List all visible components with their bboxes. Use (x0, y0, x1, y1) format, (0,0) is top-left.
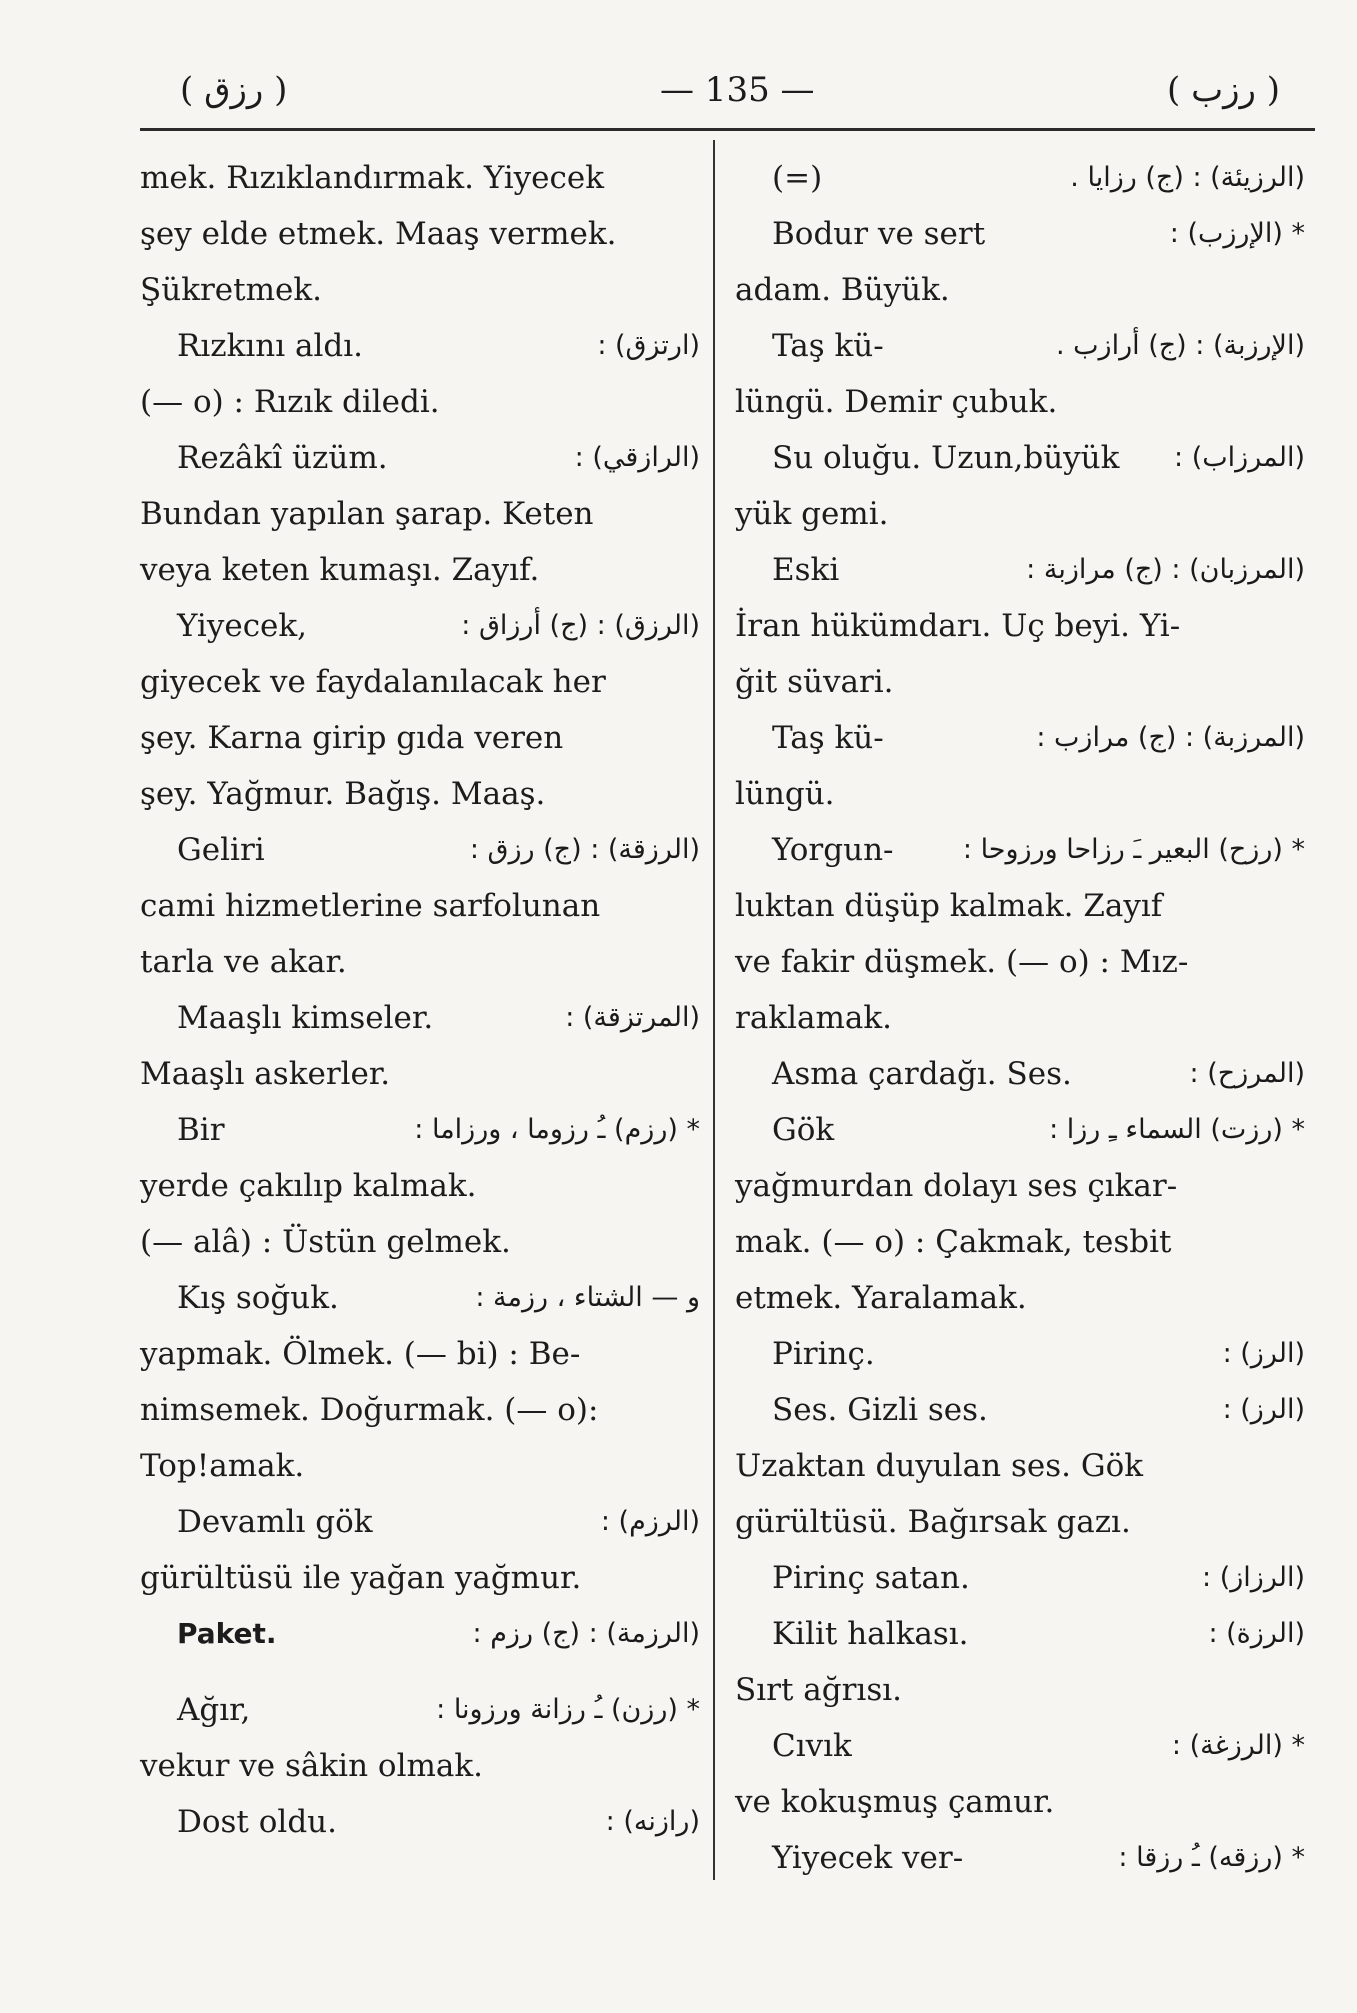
entry-text: Pirinç satan. (772, 1560, 970, 1596)
entry-text: Ses. Gizli ses. (772, 1392, 988, 1428)
entry-text: Ağır, (177, 1692, 251, 1728)
entry-text: lüngü. Demir çubuk. (735, 384, 1058, 420)
entry-text: (=) (772, 160, 823, 196)
dictionary-line (735, 486, 1305, 542)
entry-text: Asma çardağı. Ses. (772, 1056, 1072, 1092)
dictionary-line (140, 206, 700, 262)
dictionary-line (735, 1326, 1305, 1382)
entry-text: Kış soğuk. (177, 1280, 339, 1316)
entry-text: Top!amak. (140, 1448, 305, 1484)
header-rule (140, 128, 1315, 131)
arabic-headword: (الرزيئة) : (ج) رزايا . (1070, 162, 1305, 193)
dictionary-line (140, 1550, 700, 1606)
entry-text: Eski (772, 552, 840, 588)
dictionary-line (735, 654, 1305, 710)
arabic-headword: (الإرزبة) : (ج) أرازب . (1055, 330, 1305, 361)
dictionary-line (735, 710, 1305, 766)
entry-text: Dost oldu. (177, 1804, 337, 1840)
header-left-entry: ( رزق ) (180, 70, 288, 110)
arabic-headword: (الرزمة) : (ج) رزم : (472, 1618, 700, 1649)
entry-text: nimsemek. Doğurmak. (— o): (140, 1392, 599, 1428)
arabic-headword: (الرزق) : (ج) أرزاق : (461, 610, 700, 641)
column-divider (713, 140, 715, 1880)
dictionary-line (140, 1102, 700, 1158)
arabic-headword: * (رزقه) ـُ رزقا : (1118, 1842, 1305, 1873)
entry-text: luktan düşüp kalmak. Zayıf (735, 888, 1163, 924)
dictionary-line (735, 1830, 1305, 1886)
entry-text: etmek. Yaralamak. (735, 1280, 1027, 1316)
arabic-headword: و — الشتاء ، رزمة : (475, 1282, 700, 1313)
dictionary-line (735, 150, 1305, 206)
dictionary-line (140, 1158, 700, 1214)
entry-text: şey. Karna girip gıda veren (140, 720, 564, 756)
dictionary-line (735, 262, 1305, 318)
entry-text: giyecek ve faydalanılacak her (140, 664, 606, 700)
dictionary-line (735, 878, 1305, 934)
dictionary-line (735, 934, 1305, 990)
entry-text: Su oluğu. Uzun,büyük (772, 440, 1120, 476)
page-header (140, 70, 1280, 120)
dictionary-line (735, 1606, 1305, 1662)
dictionary-line (140, 710, 700, 766)
dictionary-line (140, 1682, 700, 1738)
dictionary-line (140, 654, 700, 710)
arabic-headword: (المرتزقة) : (565, 1002, 700, 1033)
dictionary-line (735, 1102, 1305, 1158)
arabic-headword: (الرازقي) : (574, 442, 700, 473)
dictionary-line (140, 374, 700, 430)
entry-text: Yorgun- (772, 832, 894, 868)
entry-text: Pirinç. (772, 1336, 875, 1372)
dictionary-line (735, 598, 1305, 654)
dictionary-line (140, 878, 700, 934)
entry-text: lüngü. (735, 776, 835, 812)
right-column (735, 150, 1305, 1886)
dictionary-line (735, 766, 1305, 822)
arabic-headword: (الرزاز) : (1202, 1562, 1305, 1593)
entry-text: Sırt ağrısı. (735, 1672, 903, 1708)
dictionary-line (140, 150, 700, 206)
dictionary-line (735, 1550, 1305, 1606)
arabic-headword: (الرزة) : (1208, 1618, 1305, 1649)
arabic-headword: * (الإرزب) : (1169, 218, 1305, 249)
arabic-headword: * (رزن) ـُ رزانة ورزونا : (436, 1694, 700, 1725)
entry-text: ğit süvari. (735, 664, 894, 700)
entry-text: tarla ve akar. (140, 944, 347, 980)
entry-text: mek. Rızıklandırmak. Yiyecek (140, 160, 605, 196)
entry-text: Uzaktan duyulan ses. Gök (735, 1448, 1144, 1484)
arabic-headword: * (رزت) السماء ـِ رزا : (1049, 1114, 1305, 1145)
dictionary-line (735, 374, 1305, 430)
dictionary-line (140, 542, 700, 598)
entry-text: cami hizmetlerine sarfolunan (140, 888, 601, 924)
entry-text: Maaşlı kimseler. (177, 1000, 434, 1036)
entry-text: Geliri (177, 832, 265, 868)
entry-text: raklamak. (735, 1000, 892, 1036)
dictionary-line (140, 1606, 700, 1662)
entry-text: yağmurdan dolayı ses çıkar- (735, 1168, 1178, 1204)
arabic-headword: (المرزح) : (1189, 1058, 1305, 1089)
dictionary-line (735, 1662, 1305, 1718)
entry-text: Kilit halkası. (772, 1616, 969, 1652)
dictionary-line (140, 486, 700, 542)
dictionary-line (140, 1794, 700, 1850)
dictionary-line (735, 990, 1305, 1046)
left-column (140, 150, 700, 1850)
dictionary-line (735, 1774, 1305, 1830)
dictionary-line (735, 1382, 1305, 1438)
entry-text: Rezâkî üzüm. (177, 440, 388, 476)
dictionary-line (140, 262, 700, 318)
entry-text: Yiyecek, (177, 608, 308, 644)
entry-text: Yiyecek ver- (772, 1840, 964, 1876)
entry-text: şey elde etmek. Maaş vermek. (140, 216, 617, 252)
dictionary-line (140, 822, 700, 878)
entry-text: Bodur ve sert (772, 216, 986, 252)
arabic-headword: * (رزم) ـُ رزوما ، ورزاما : (414, 1114, 700, 1145)
dictionary-line (140, 1494, 700, 1550)
entry-text: Maaşlı askerler. (140, 1056, 391, 1092)
dictionary-line (735, 1494, 1305, 1550)
entry-text: vekur ve sâkin olmak. (140, 1748, 483, 1784)
dictionary-line (140, 1438, 700, 1494)
dictionary-line (140, 1382, 700, 1438)
page-number: — 135 — (660, 70, 815, 110)
arabic-headword: (الرز) : (1222, 1394, 1305, 1425)
entry-text: veya keten kumaşı. Zayıf. (140, 552, 540, 588)
dictionary-line (735, 1438, 1305, 1494)
entry-text: adam. Büyük. (735, 272, 950, 308)
arabic-headword: (الرز) : (1222, 1338, 1305, 1369)
arabic-headword: (رازنه) : (605, 1806, 700, 1837)
dictionary-line (140, 766, 700, 822)
dictionary-line (140, 1270, 700, 1326)
arabic-headword: * (الرزغة) : (1171, 1730, 1305, 1761)
dictionary-line (140, 1738, 700, 1794)
entry-text: gürültüsü ile yağan yağmur. (140, 1560, 582, 1596)
entry-text: şey. Yağmur. Bağış. Maaş. (140, 776, 546, 812)
arabic-headword: (المرزبان) : (ج) مرازبة : (1026, 554, 1305, 585)
arabic-headword: * (رزح) البعير ـَ رزاحا ورزوحا : (962, 834, 1305, 865)
entry-text: yerde çakılıp kalmak. (140, 1168, 477, 1204)
arabic-headword: (الرزقة) : (ج) رزق : (469, 834, 700, 865)
dictionary-line (140, 1046, 700, 1102)
arabic-headword: (الرزم) : (600, 1506, 700, 1537)
dictionary-line (735, 430, 1305, 486)
entry-text: Bir (177, 1112, 225, 1148)
dictionary-line (735, 1270, 1305, 1326)
dictionary-line (735, 1214, 1305, 1270)
dictionary-line (735, 1046, 1305, 1102)
entry-text: Paket. (177, 1617, 277, 1650)
entry-text: yapmak. Ölmek. (— bi) : Be- (140, 1336, 581, 1372)
entry-text: mak. (— o) : Çakmak, tesbit (735, 1224, 1172, 1260)
entry-text: Cıvık (772, 1728, 852, 1764)
entry-text: Şükretmek. (140, 272, 322, 308)
dictionary-line (140, 318, 700, 374)
header-right-entry: ( رزب ) (1166, 70, 1280, 110)
entry-text: İran hükümdarı. Uç beyi. Yi- (735, 608, 1181, 644)
entry-text: (— o) : Rızık diledi. (140, 384, 440, 420)
dictionary-line (735, 206, 1305, 262)
dictionary-line (735, 318, 1305, 374)
entry-text: Taş kü- (772, 720, 884, 756)
entry-text: Rızkını aldı. (177, 328, 364, 364)
arabic-headword: (المرزاب) : (1174, 442, 1305, 473)
entry-text: Bundan yapılan şarap. Keten (140, 496, 594, 532)
entry-text: ve kokuşmuş çamur. (735, 1784, 1055, 1820)
dictionary-line (140, 430, 700, 486)
dictionary-line (140, 1214, 700, 1270)
dictionary-line (140, 990, 700, 1046)
entry-text: yük gemi. (735, 496, 889, 532)
dictionary-line (140, 1326, 700, 1382)
arabic-headword: (المرزبة) : (ج) مرازب : (1036, 722, 1305, 753)
dictionary-line (735, 542, 1305, 598)
dictionary-line (735, 1158, 1305, 1214)
dictionary-line (735, 1718, 1305, 1774)
arabic-headword: (ارتزق) : (597, 330, 700, 361)
entry-text: Gök (772, 1112, 835, 1148)
dictionary-line (140, 934, 700, 990)
entry-text: Taş kü- (772, 328, 884, 364)
entry-text: (— alâ) : Üstün gelmek. (140, 1224, 511, 1260)
entry-text: Devamlı gök (177, 1504, 373, 1540)
dictionary-line (140, 598, 700, 654)
entry-text: ve fakir düşmek. (— o) : Mız- (735, 944, 1189, 980)
dictionary-line (735, 822, 1305, 878)
entry-text: gürültüsü. Bağırsak gazı. (735, 1504, 1131, 1540)
